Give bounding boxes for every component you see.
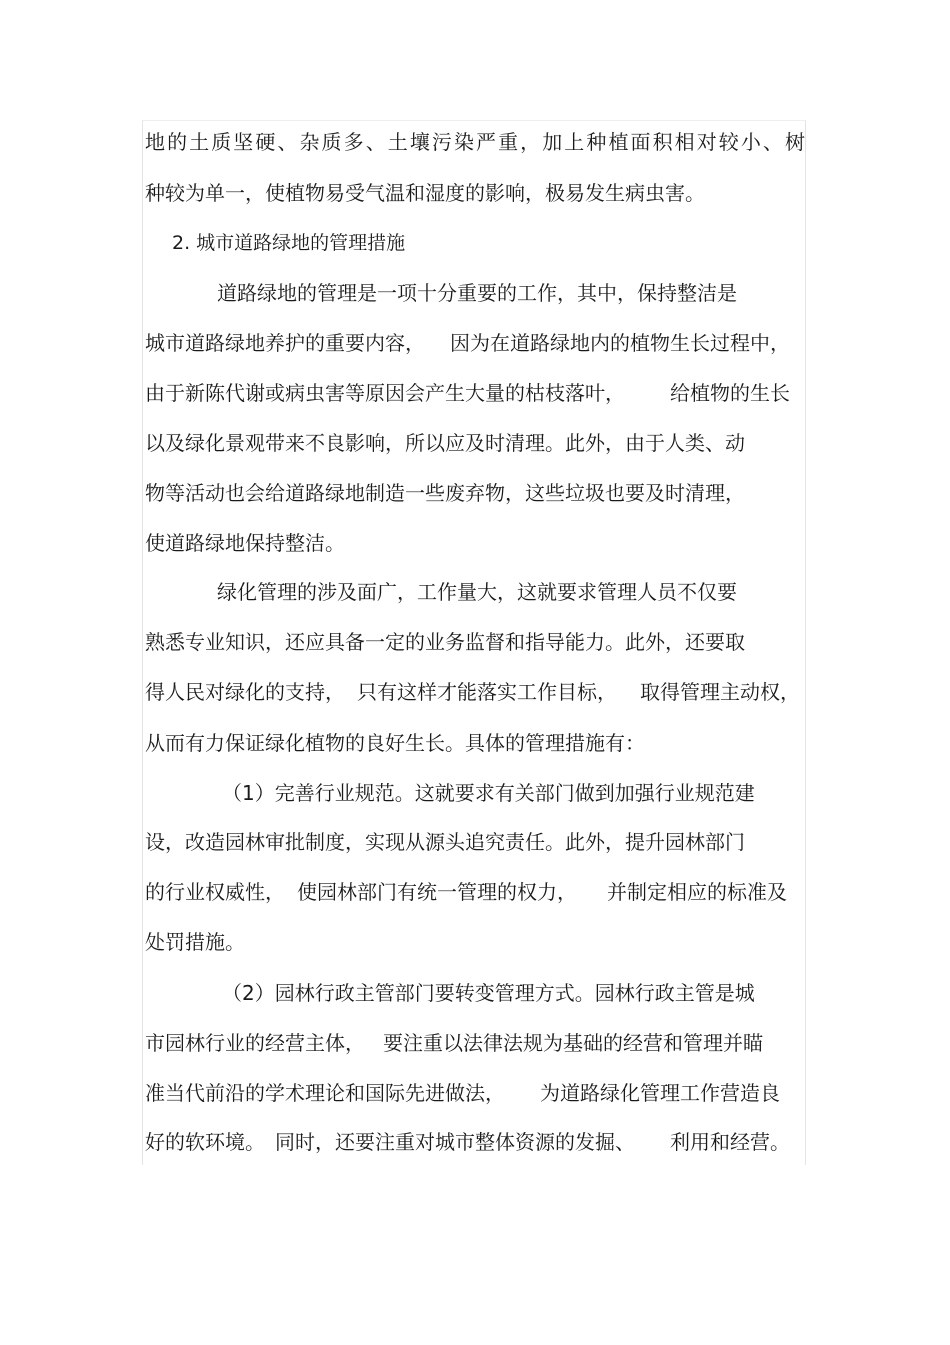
text-segment: 由于新陈代谢或病虫害等原因会产生大量的枯枝落叶， bbox=[145, 381, 625, 405]
text-line: 物等活动也会给道路绿地制造一些废弃物，这些垃圾也要及时清理， bbox=[145, 481, 745, 505]
text-line bbox=[145, 1028, 805, 1058]
text-line: 熟悉专业知识，还应具备一定的业务监督和指导能力。此外，还要取 bbox=[145, 630, 745, 654]
paragraph-first-line: 道路绿地的管理是一项十分重要的工作，其中，保持整洁是 bbox=[217, 281, 737, 305]
section-heading: 2. 城市道路绿地的管理措施 bbox=[172, 232, 406, 254]
text-line: 以及绿化景观带来不良影响，所以应及时清理。此外，由于人类、动 bbox=[145, 431, 745, 455]
text-line: 使道路绿地保持整洁。 bbox=[145, 531, 345, 555]
paragraph-first-line: （2）园林行政主管部门要转变管理方式。园林行政主管是城 bbox=[222, 981, 755, 1005]
text-line bbox=[145, 1127, 805, 1157]
text-segment: 取得管理主动权， bbox=[640, 680, 800, 704]
text-segment: 准当代前沿的学术理论和国际先进做法， bbox=[145, 1081, 505, 1105]
text-segment: 同时，还要注重对城市整体资源的发掘、 bbox=[275, 1130, 635, 1154]
paragraph-first-line: （1）完善行业规范。这就要求有关部门做到加强行业规范建 bbox=[222, 781, 755, 805]
text-line: 处罚措施。 bbox=[145, 930, 245, 954]
text-segment: 给植物的生长 bbox=[670, 381, 790, 405]
text-segment: 并制定相应的标准及 bbox=[607, 880, 787, 904]
text-line: 设，改造园林审批制度，实现从源头追究责任。此外，提升园林部门 bbox=[145, 830, 745, 854]
text-segment: 使园林部门有统一管理的权力， bbox=[297, 880, 577, 904]
text-segment: 利用和经营。 bbox=[670, 1130, 790, 1154]
text-segment: 只有这样才能落实工作目标， bbox=[357, 680, 617, 704]
text-segment: 为道路绿化管理工作营造良 bbox=[540, 1081, 780, 1105]
text-line: 种较为单一，使植物易受气温和湿度的影响，极易发生病虫害。 bbox=[145, 181, 705, 205]
text-line bbox=[145, 378, 805, 408]
text-segment: 得人民对绿化的支持， bbox=[145, 680, 345, 704]
text-line bbox=[145, 877, 805, 907]
text-segment: 的行业权威性， bbox=[145, 880, 285, 904]
text-line: 地的土质坚硬、杂质多、土壤污染严重，加上种植面积相对较小、树 bbox=[145, 130, 805, 154]
text-segment: 好的软环境。 bbox=[145, 1130, 265, 1154]
paragraph-first-line: 绿化管理的涉及面广，工作量大，这就要求管理人员不仅要 bbox=[217, 580, 737, 604]
text-line: 从而有力保证绿化植物的良好生长。具体的管理措施有： bbox=[145, 731, 645, 755]
text-line bbox=[145, 677, 805, 707]
text-segment: 市园林行业的经营主体， bbox=[145, 1031, 365, 1055]
text-line bbox=[145, 328, 805, 358]
text-segment: 城市道路绿地养护的重要内容， bbox=[145, 331, 425, 355]
text-segment: 要注重以法律法规为基础的经营和管理并瞄 bbox=[383, 1031, 763, 1055]
text-segment: 因为在道路绿地内的植物生长过程中， bbox=[450, 331, 790, 355]
text-line bbox=[145, 1078, 805, 1108]
